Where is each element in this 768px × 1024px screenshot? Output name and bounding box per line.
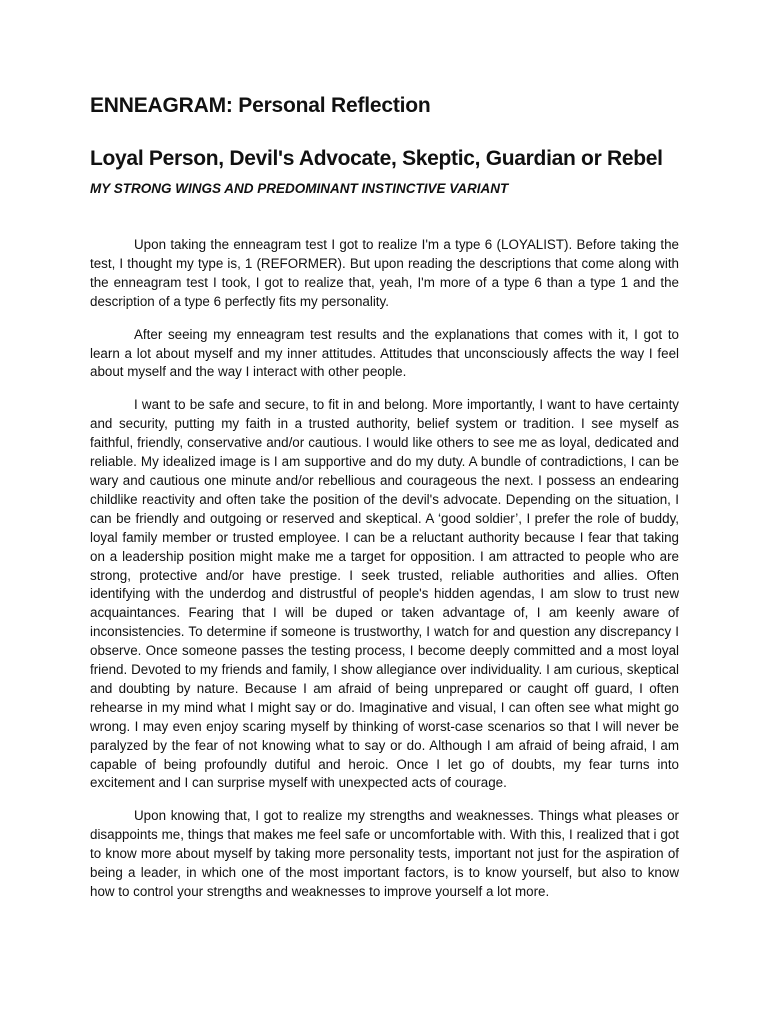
document-tagline: MY STRONG WINGS AND PREDOMINANT INSTINCTIVE VARIANT xyxy=(90,181,509,196)
document-body xyxy=(90,236,679,916)
paragraph-type-description: I want to be safe and secure, to fit in and belong. More importantly, I want to have certainty and security, putting my faith in a trusted authority, belief system or tradition. I see myself as faithful, friendly, conservative and/or cautious. I would like others to see me as loyal, dedicated and reliable. My idealized image is I am supportive and do my duty. A bundle of contradictions, I can be wary and cautious one minute and/or rebellious and courageous the next. I possess an endearing childlike reactivity and often take the position of the devil's advocate. Depending on the situation, I can be friendly and outgoing or reserved and skeptical. A ‘good soldier’, I prefer the role of buddy, loyal family member or trusted employee. I can be a reluctant authority because I fear that taking on a leadership position might make me a target for opposition. I am attracted to people who are strong, protective and/or have prestige. I seek trusted, reliable authorities and allies. Often identifying with the underdog and distrustful of people's hidden agendas, I am slow to trust new acquaintances. Fearing that I will be duped or taken advantage of, I am keenly aware of inconsistencies. To determine if someone is trustworthy, I watch for and question any discrepancy I observe. Once someone passes the testing process, I become deeply committed and a most loyal friend. Devoted to my friends and family, I show allegiance over individuality. I am curious, skeptical and doubting by nature. Because I am afraid of being unprepared or caught off guard, I often rehearse in my mind what I might say or do. Imaginative and visual, I can often see what might go wrong. I may even enjoy scaring myself by thinking of worst-case scenarios so that I will never be paralyzed by the fear of not knowing what to say or do. Although I am afraid of being afraid, I am capable of being profoundly dutiful and heroic. Once I let go of doubts, my fear turns into excitement and I can surprise myself with unexpected acts of courage. xyxy=(90,397,679,791)
paragraph-conclusion: Upon knowing that, I got to realize my strengths and weaknesses. Things what pleases or disappoints me, things that makes me feel safe or uncomfortable with. With this, I realized that i got to know more about myself by taking more personality tests, important not just for the aspiration of being a leader, in which one of the most important factors, is to know yourself, but also to know how to control your strengths and weaknesses to improve yourself a lot more. xyxy=(90,808,679,899)
document-subtitle: Loyal Person, Devil's Advocate, Skeptic, Guardian or Rebel xyxy=(90,147,663,170)
document-title: ENNEAGRAM: Personal Reflection xyxy=(90,94,431,117)
paragraph-type-result: Upon taking the enneagram test I got to realize I'm a type 6 (LOYALIST). Before taking the test, I thought my type is, 1 (REFORMER). But upon reading the descriptions that come along with the enneagram test I took, I got to realize that, yeah, I'm more of a type 6 than a type 1 and the description of a type 6 perfectly fits my personality. xyxy=(90,237,679,309)
paragraph-test-results: After seeing my enneagram test results and the explanations that comes with it, I got to learn a lot about myself and my inner attitudes. Attitudes that unconsciously affects the way I feel about myself and the way I interact with other people. xyxy=(90,326,679,380)
